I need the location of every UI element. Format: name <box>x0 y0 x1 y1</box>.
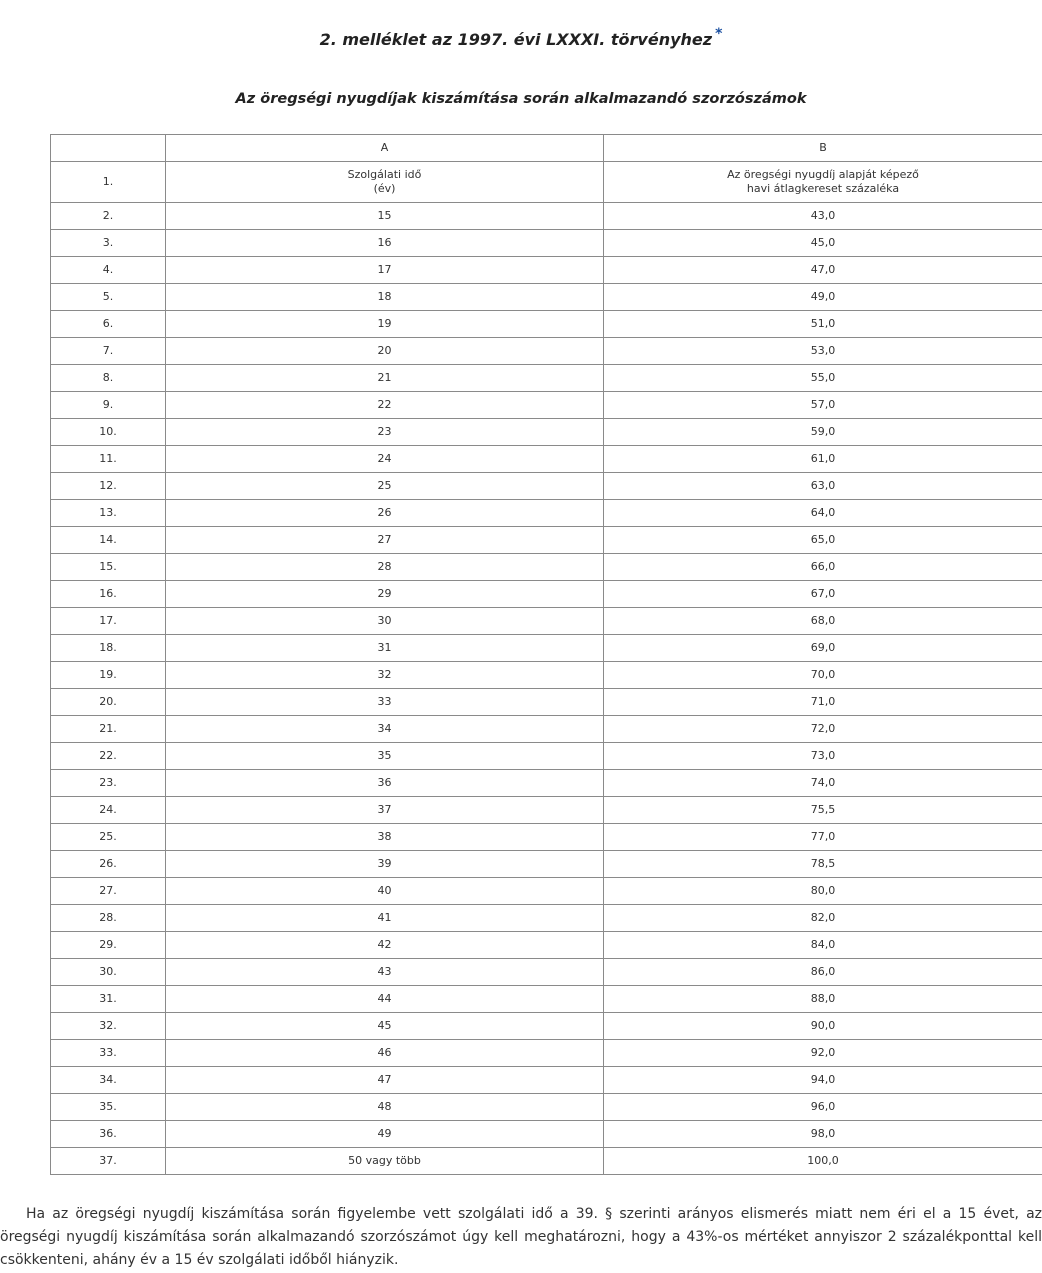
column-letter-cell: A <box>166 135 604 162</box>
service-years-cell: 23 <box>166 419 604 446</box>
percentage-cell: 53,0 <box>604 338 1042 365</box>
percentage-cell: 77,0 <box>604 824 1042 851</box>
percentage-cell: 86,0 <box>604 959 1042 986</box>
row-number-cell: 25. <box>51 824 166 851</box>
row-number-cell: 18. <box>51 635 166 662</box>
row-number-cell: 23. <box>51 770 166 797</box>
table-row <box>51 527 1042 554</box>
row-number-cell: 31. <box>51 986 166 1013</box>
column-header-line: Az öregségi nyugdíj alapját képező <box>727 168 919 181</box>
service-years-cell: 18 <box>166 284 604 311</box>
footnote-marker-link[interactable]: * <box>715 26 723 42</box>
table-row <box>51 419 1042 446</box>
column-header-percentage <box>604 162 1042 203</box>
table-row <box>51 473 1042 500</box>
row-number-cell: 37. <box>51 1148 166 1175</box>
percentage-cell: 55,0 <box>604 365 1042 392</box>
table-row <box>51 581 1042 608</box>
column-header-line: (év) <box>373 182 396 195</box>
service-years-cell: 48 <box>166 1094 604 1121</box>
service-years-cell: 37 <box>166 797 604 824</box>
column-letter-row <box>51 135 1042 162</box>
percentage-cell: 94,0 <box>604 1067 1042 1094</box>
percentage-cell: 61,0 <box>604 446 1042 473</box>
row-number-cell: 15. <box>51 554 166 581</box>
table-row <box>51 1067 1042 1094</box>
percentage-cell: 82,0 <box>604 905 1042 932</box>
column-header-line: havi átlagkereset százaléka <box>746 182 900 195</box>
row-number-cell: 7. <box>51 338 166 365</box>
table-row <box>51 662 1042 689</box>
percentage-cell: 51,0 <box>604 311 1042 338</box>
row-number-cell: 29. <box>51 932 166 959</box>
row-number-cell: 13. <box>51 500 166 527</box>
percentage-cell: 92,0 <box>604 1040 1042 1067</box>
service-years-cell: 44 <box>166 986 604 1013</box>
table-row <box>51 230 1042 257</box>
service-years-cell: 50 vagy több <box>166 1148 604 1175</box>
service-years-cell: 34 <box>166 716 604 743</box>
service-years-cell: 47 <box>166 1067 604 1094</box>
service-years-cell: 33 <box>166 689 604 716</box>
table-row <box>51 446 1042 473</box>
percentage-cell: 66,0 <box>604 554 1042 581</box>
row-number-cell: 26. <box>51 851 166 878</box>
row-number-cell: 11. <box>51 446 166 473</box>
percentage-cell: 64,0 <box>604 500 1042 527</box>
row-number-cell: 35. <box>51 1094 166 1121</box>
percentage-cell: 73,0 <box>604 743 1042 770</box>
service-years-cell: 30 <box>166 608 604 635</box>
table-row <box>51 851 1042 878</box>
table-row <box>51 500 1042 527</box>
percentage-cell: 98,0 <box>604 1121 1042 1148</box>
service-years-cell: 36 <box>166 770 604 797</box>
service-years-cell: 20 <box>166 338 604 365</box>
percentage-cell: 75,5 <box>604 797 1042 824</box>
percentage-cell: 88,0 <box>604 986 1042 1013</box>
table-row <box>51 905 1042 932</box>
row-number-cell: 6. <box>51 311 166 338</box>
row-number-cell: 22. <box>51 743 166 770</box>
row-number-cell: 9. <box>51 392 166 419</box>
row-number-cell: 3. <box>51 230 166 257</box>
percentage-cell: 84,0 <box>604 932 1042 959</box>
table-row <box>51 635 1042 662</box>
service-years-cell: 19 <box>166 311 604 338</box>
row-number-cell: 10. <box>51 419 166 446</box>
table-row <box>51 743 1042 770</box>
percentage-cell: 71,0 <box>604 689 1042 716</box>
row-number-cell: 16. <box>51 581 166 608</box>
table-row <box>51 365 1042 392</box>
column-header-service-years <box>166 162 604 203</box>
table-row <box>51 959 1042 986</box>
explanatory-paragraph: Ha az öregségi nyugdíj kiszámítása során figyelembe vett szolgálati idő a 39. § szerinti arányos elismerés miatt nem éri el a 15 évet, az öregségi nyugdíj kiszámítása során alkalmazandó szorzószámot úgy kell meghatározni, hogy a 43%-os mértéket annyiszor 2 százalékponttal kell csökkenteni, ahány év a 15 év szolgálati időből hiányzik. <box>0 1206 1042 1268</box>
service-years-cell: 40 <box>166 878 604 905</box>
column-letter-cell <box>51 135 166 162</box>
row-number-cell: 8. <box>51 365 166 392</box>
percentage-cell: 96,0 <box>604 1094 1042 1121</box>
table-row <box>51 986 1042 1013</box>
row-number-cell: 1. <box>51 162 166 203</box>
percentage-cell: 57,0 <box>604 392 1042 419</box>
column-header-line: Szolgálati idő <box>347 168 422 181</box>
service-years-cell: 38 <box>166 824 604 851</box>
table-row <box>51 392 1042 419</box>
service-years-cell: 42 <box>166 932 604 959</box>
table-row <box>51 338 1042 365</box>
table-row <box>51 311 1042 338</box>
percentage-cell: 70,0 <box>604 662 1042 689</box>
row-number-cell: 20. <box>51 689 166 716</box>
table-row <box>51 257 1042 284</box>
service-years-cell: 26 <box>166 500 604 527</box>
service-years-cell: 46 <box>166 1040 604 1067</box>
row-number-cell: 30. <box>51 959 166 986</box>
table-row <box>51 824 1042 851</box>
table-row <box>51 716 1042 743</box>
service-years-cell: 29 <box>166 581 604 608</box>
service-years-cell: 35 <box>166 743 604 770</box>
percentage-cell: 100,0 <box>604 1148 1042 1175</box>
multiplier-table <box>50 134 1042 1175</box>
row-number-cell: 5. <box>51 284 166 311</box>
percentage-cell: 80,0 <box>604 878 1042 905</box>
table-row <box>51 1013 1042 1040</box>
row-number-cell: 28. <box>51 905 166 932</box>
table-row <box>51 878 1042 905</box>
row-number-cell: 2. <box>51 203 166 230</box>
table-row <box>51 797 1042 824</box>
percentage-cell: 59,0 <box>604 419 1042 446</box>
table-row <box>51 1121 1042 1148</box>
document-title-text: 2. melléklet az 1997. évi LXXXI. törvényhez <box>319 30 713 49</box>
row-number-cell: 32. <box>51 1013 166 1040</box>
service-years-cell: 31 <box>166 635 604 662</box>
service-years-cell: 49 <box>166 1121 604 1148</box>
table-row <box>51 1094 1042 1121</box>
percentage-cell: 67,0 <box>604 581 1042 608</box>
row-number-cell: 21. <box>51 716 166 743</box>
row-number-cell: 17. <box>51 608 166 635</box>
service-years-cell: 15 <box>166 203 604 230</box>
document-title <box>0 26 1042 52</box>
column-letter-cell: B <box>604 135 1042 162</box>
percentage-cell: 78,5 <box>604 851 1042 878</box>
percentage-cell: 47,0 <box>604 257 1042 284</box>
table-row <box>51 770 1042 797</box>
table-row <box>51 1148 1042 1175</box>
percentage-cell: 74,0 <box>604 770 1042 797</box>
percentage-cell: 90,0 <box>604 1013 1042 1040</box>
percentage-cell: 43,0 <box>604 203 1042 230</box>
table-row <box>51 284 1042 311</box>
row-number-cell: 33. <box>51 1040 166 1067</box>
row-number-cell: 19. <box>51 662 166 689</box>
row-number-cell: 27. <box>51 878 166 905</box>
service-years-cell: 43 <box>166 959 604 986</box>
table-header-row <box>51 162 1042 203</box>
service-years-cell: 22 <box>166 392 604 419</box>
row-number-cell: 14. <box>51 527 166 554</box>
table-row <box>51 554 1042 581</box>
percentage-cell: 72,0 <box>604 716 1042 743</box>
service-years-cell: 32 <box>166 662 604 689</box>
percentage-cell: 69,0 <box>604 635 1042 662</box>
table-row <box>51 932 1042 959</box>
table-row <box>51 203 1042 230</box>
percentage-cell: 45,0 <box>604 230 1042 257</box>
row-number-cell: 36. <box>51 1121 166 1148</box>
document-subtitle: Az öregségi nyugdíjak kiszámítása során alkalmazandó szorzószámok <box>235 91 807 107</box>
service-years-cell: 25 <box>166 473 604 500</box>
percentage-cell: 49,0 <box>604 284 1042 311</box>
percentage-cell: 68,0 <box>604 608 1042 635</box>
service-years-cell: 16 <box>166 230 604 257</box>
row-number-cell: 24. <box>51 797 166 824</box>
percentage-cell: 63,0 <box>604 473 1042 500</box>
table-row <box>51 608 1042 635</box>
service-years-cell: 28 <box>166 554 604 581</box>
table-row <box>51 1040 1042 1067</box>
service-years-cell: 39 <box>166 851 604 878</box>
service-years-cell: 41 <box>166 905 604 932</box>
service-years-cell: 17 <box>166 257 604 284</box>
service-years-cell: 45 <box>166 1013 604 1040</box>
service-years-cell: 27 <box>166 527 604 554</box>
row-number-cell: 12. <box>51 473 166 500</box>
service-years-cell: 21 <box>166 365 604 392</box>
table-row <box>51 689 1042 716</box>
row-number-cell: 4. <box>51 257 166 284</box>
percentage-cell: 65,0 <box>604 527 1042 554</box>
row-number-cell: 34. <box>51 1067 166 1094</box>
service-years-cell: 24 <box>166 446 604 473</box>
